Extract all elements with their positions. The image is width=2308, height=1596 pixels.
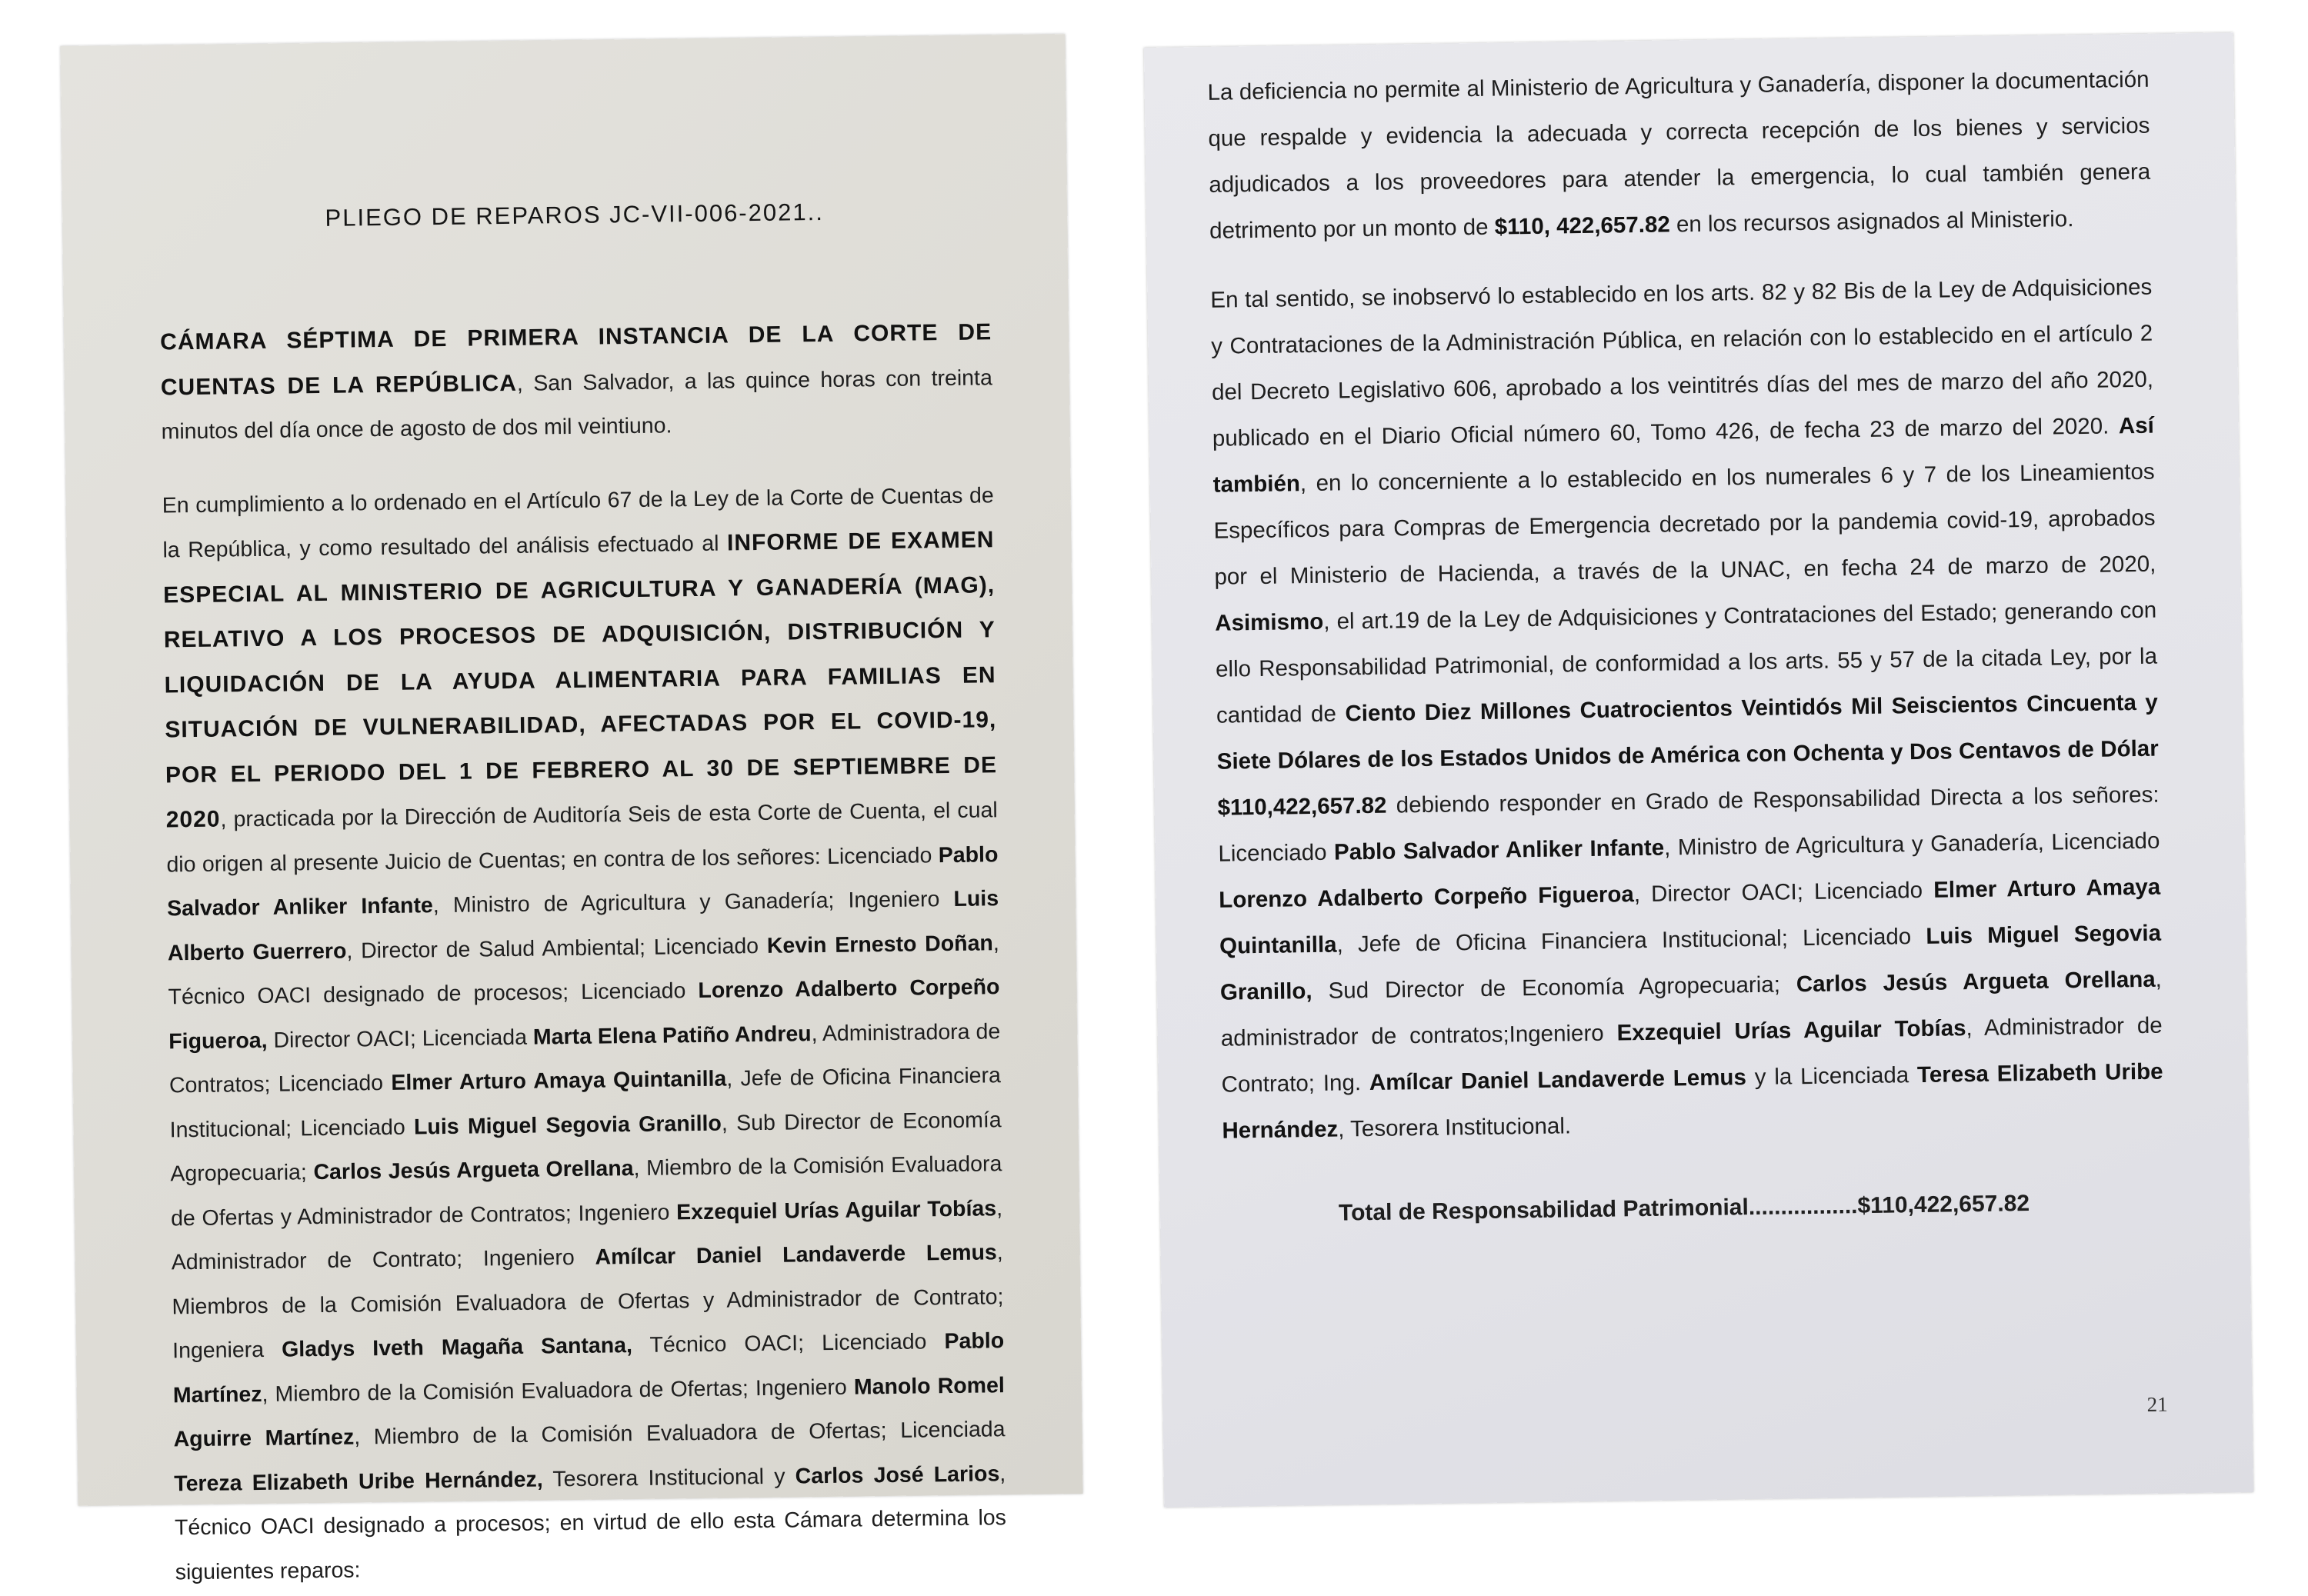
legal-paragraph: En tal sentido, se inobservó lo establecido en los arts. 82 y 82 Bis de la Ley de Adquisiciones y Contrataciones de la Administración Pública, en relación con lo establecido en el artículo 2 del Decreto Legislativo 606, aprobado a los veintitrés días del mes de marzo del año 2020, publicado en el Diario Oficial número 60, Tomo 426, de fecha 23 de marzo del 2020. Así también, en lo concerniente a lo establecido en los numerales 6 y 7 de los Lineamientos Específicos para Compras de Emergencia decretado por la pandemia covid-19, aprobados por el Ministerio de Hacienda, a través de la UNAC, en fecha 24 de marzo de 2020, Asimismo, el art.19 de la Ley de Adquisiciones y Contrataciones del Estado; generando con ello Responsabilidad Patrimonial, de conformidad a los arts. 55 y 57 de la citada Ley, por la cantidad de Ciento Diez Millones Cuatrocientos Veintidós Mil Seiscientos Cincuenta y Siete Dólares de los Estados Unidos de América con Ochenta y Dos Centavos de Dólar $110,422,657.82 debiendo responder en Grado de Responsabilidad Directa a los señores: Licenciado Pablo Salvador Anliker Infante, Ministro de Agricultura y Ganadería, Licenciado Lorenzo Adalberto Corpeño Figueroa, Director OACI; Licenciado Elmer Arturo Amaya Quintanilla, Jefe de Oficina Financiera Institucional; Licenciado Luis Miguel Segovia Granillo, Sud Director de Economía Agropecuaria; Carlos Jesús Argueta Orellana, administrador de contratos;Ingeniero Exzequiel Urías Aguilar Tobías, Administrador de Contrato; Ing. Amílcar Daniel Landaverde Lemus y la Licenciada Teresa Elizabeth Uribe Hernández, Tesorera Institucional. xyxy=(1210,274,2163,1144)
body-paragraph: En cumplimiento a lo ordenado en el Artículo 67 de la Ley de la Corte de Cuentas de la República, y como resultado del análisis efectuado al INFORME DE EXAMEN ESPECIAL AL MINISTERIO DE AGRICULTURA Y GANADERÍA (MAG), RELATIVO A LOS PROCESOS DE ADQUISICIÓN, DISTRIBUCIÓN Y LIQUIDACIÓN DE LA AYUDA ALIMENTARIA PARA FAMILIAS EN SITUACIÓN DE VULNERABILIDAD, AFECTADAS POR EL COVID-19, POR EL PERIODO DEL 1 DE FEBRERO AL 30 DE SEPTIEMBRE DE 2020, practicada por la Dirección de Auditoría Seis de esta Corte de Cuenta, el cual dio origen al presente Juicio de Cuentas; en contra de los señores: Licenciado Pablo Salvador Anliker Infante, Ministro de Agricultura y Ganadería; Ingeniero Luis Alberto Guerrero, Director de Salud Ambiental; Licenciado Kevin Ernesto Doñan, Técnico OACI designado de procesos; Licenciado Lorenzo Adalberto Corpeño Figueroa, Director OACI; Licenciada Marta Elena Patiño Andreu, Administradora de Contratos; Licenciado Elmer Arturo Amaya Quintanilla, Jefe de Oficina Financiera Institucional; Licenciado Luis Miguel Segovia Granillo, Sub Director de Economía Agropecuaria; Carlos Jesús Argueta Orellana, Miembro de la Comisión Evaluadora de Ofertas y Administrador de Contratos; Ingeniero Exzequiel Urías Aguilar Tobías, Administrador de Contrato; Ingeniero Amílcar Daniel Landaverde Lemus, Miembros de la Comisión Evaluadora de Ofertas y Administrador de Contrato; Ingeniera Gladys Iveth Magaña Santana, Técnico OACI; Licenciado Pablo Martínez, Miembro de la Comisión Evaluadora de Ofertas; Ingeniero Manolo Romel Aguirre Martínez, Miembro de la Comisión Evaluadora de Ofertas; Licenciada Tereza Elizabeth Uribe Hernández, Tesorera Institucional y Carlos José Larios, Técnico OACI designado a procesos; en virtud de ello esta Cámara determina los siguientes reparos: xyxy=(162,482,1007,1584)
amount-highlight: $110, 422,657.82 xyxy=(1494,212,1670,240)
report-title: INFORME DE EXAMEN ESPECIAL AL MINISTERIO DE AGRICULTURA Y GANADERÍA (MAG), RELATIVO A LOS PROCESOS DE ADQUISICIÓN, DISTRIBUCIÓN Y LIQUIDACIÓN DE LA AYUDA ALIMENTARIA PARA FAMILIAS EN SITUACIÓN DE VULNERABILIDAD, AFECTADAS POR EL COVID-19, POR EL PERIODO DEL 1 DE FEBRERO AL 30 DE SEPTIEMBRE DE 2020 xyxy=(162,527,998,833)
left-document-page xyxy=(60,34,1082,1584)
page-number: 21 xyxy=(2146,1392,2168,1416)
right-document-page xyxy=(1144,32,2253,1508)
page-title: PLIEGO DE REPAROS JC-VII-006-2021.. xyxy=(325,198,825,232)
chamber-heading: CÁMARA SÉPTIMA DE PRIMERA INSTANCIA DE LA CORTE DE CUENTAS DE LA REPÚBLICA xyxy=(159,319,992,400)
total-responsibility: Total de Responsabilidad Patrimonial.................$110,422,657.82 xyxy=(1338,1191,2030,1226)
deficiency-paragraph: La deficiencia no permite al Ministerio de Agricultura y Ganadería, disponer la documentación que respalde y evidencia la adecuada y correcta recepción de los bienes y servicios adjudicados a los proveedores para atender la emergencia, lo cual también genera detrimento por un monto de $110, 422,657.82 en los recursos asignados al Ministerio. xyxy=(1207,66,2151,244)
heading-paragraph: CÁMARA SÉPTIMA DE PRIMERA INSTANCIA DE LA CORTE DE CUENTAS DE LA REPÚBLICA, San Salvador, a las quince horas con treinta minutos del día once de agosto de dos mil veintiuno. xyxy=(159,319,993,445)
